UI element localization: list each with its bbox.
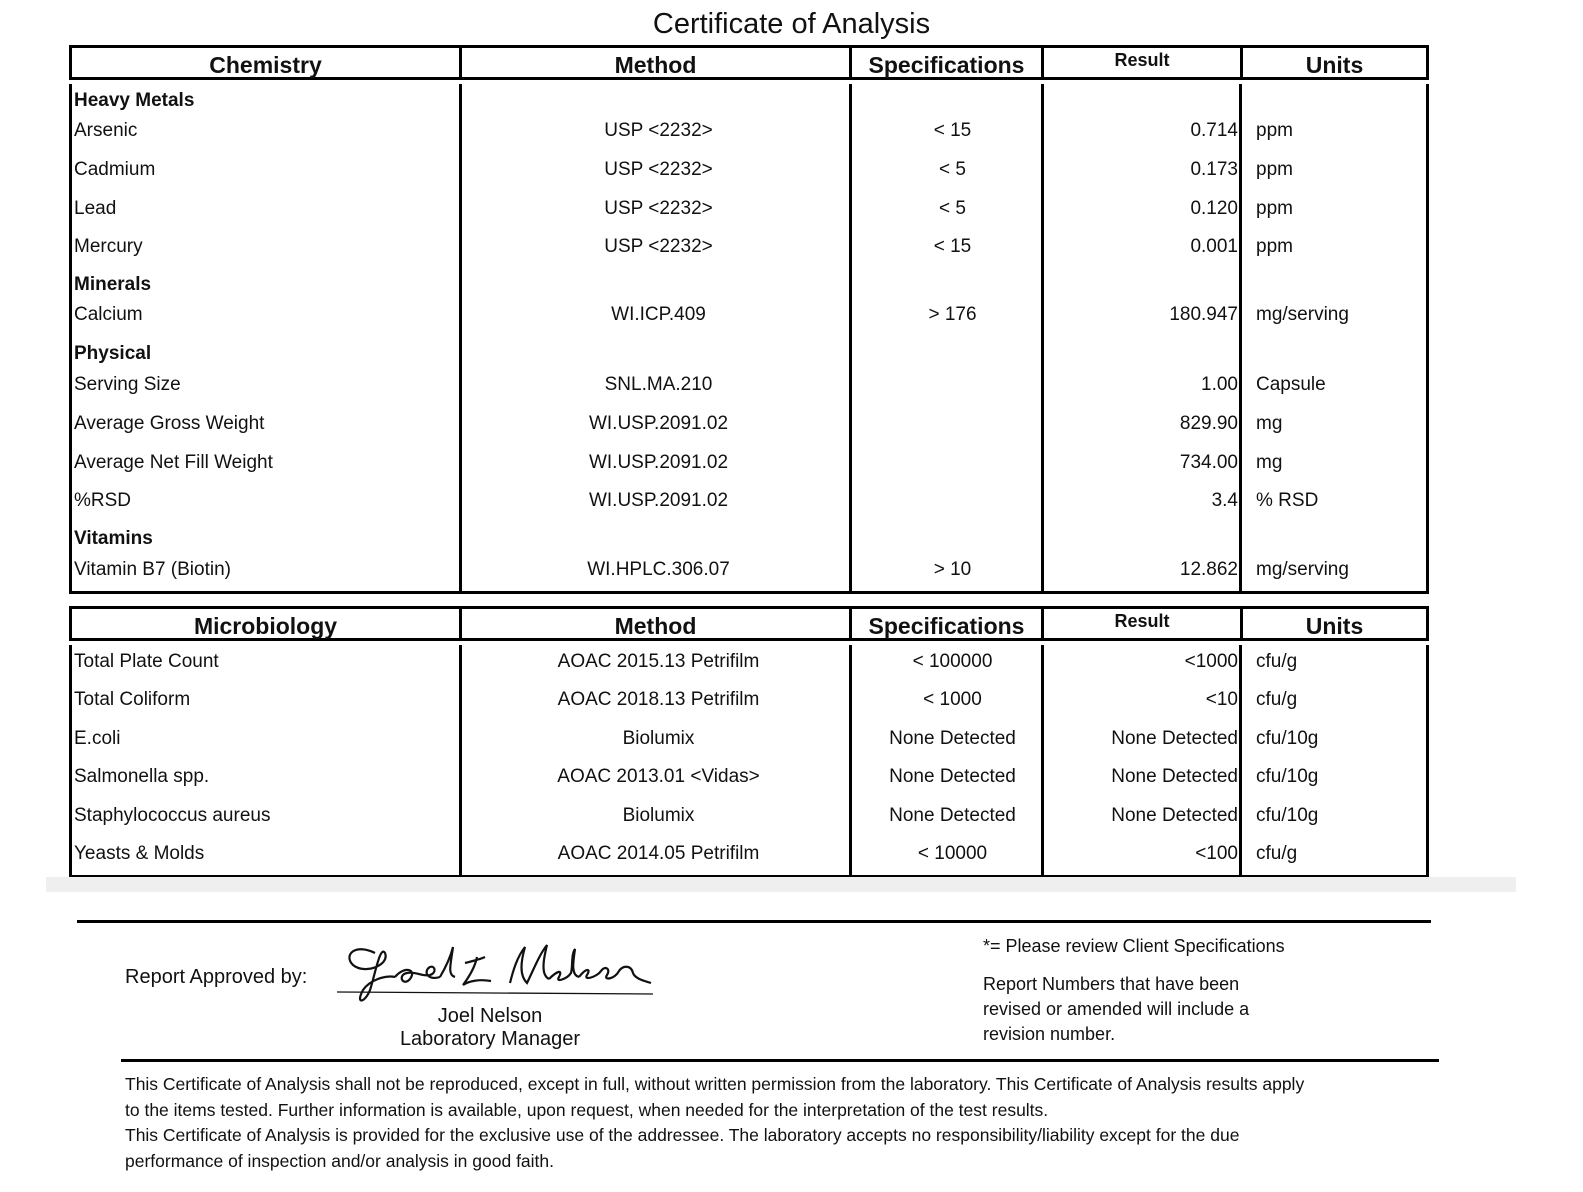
- units-cell: % RSD: [1256, 490, 1319, 511]
- revision-note-line: revised or amended will include a: [983, 999, 1250, 1019]
- result-cell: 0.001: [1190, 236, 1238, 257]
- units-header: Units: [1305, 52, 1364, 78]
- table-row: [72, 194, 1426, 224]
- method-header: Method: [462, 609, 852, 638]
- method-cell: USP <2232>: [604, 159, 713, 180]
- group-label: Physical: [74, 343, 152, 364]
- result-cell: 1.00: [1201, 374, 1238, 395]
- group-label: Vitamins: [74, 528, 153, 549]
- table-row: [72, 232, 1426, 262]
- table-row: [72, 724, 1426, 754]
- table-row: [72, 116, 1426, 146]
- result-cell: <1000: [1184, 651, 1238, 672]
- specification-cell: < 100000: [912, 651, 993, 672]
- analyte-cell: Total Coliform: [74, 689, 191, 710]
- specification-cell: None Detected: [889, 728, 1016, 749]
- specification-cell: < 5: [939, 198, 966, 219]
- table-group-row: [72, 270, 1426, 300]
- units-cell: mg: [1256, 452, 1283, 473]
- method-cell: USP <2232>: [604, 198, 713, 219]
- table-group-row: [72, 524, 1426, 554]
- revision-note-line: revision number.: [983, 1024, 1116, 1044]
- revision-note-line: Report Numbers that have been: [983, 974, 1240, 994]
- specification-cell: > 10: [933, 559, 972, 580]
- table-row: [72, 685, 1426, 715]
- result-cell: <10: [1205, 689, 1238, 710]
- method-cell: WI.USP.2091.02: [588, 413, 729, 434]
- disclaimer-line: This Certificate of Analysis is provided for the exclusive use of the addressee. The laboratory accepts no responsibility/liability except for the due: [125, 1125, 1240, 1145]
- units-cell: ppm: [1256, 120, 1293, 141]
- analyte-cell: Mercury: [74, 236, 143, 257]
- method-cell: WI.USP.2091.02: [588, 452, 729, 473]
- method-cell: Biolumix: [622, 728, 695, 749]
- result-cell: None Detected: [1111, 805, 1238, 826]
- analyte-cell: Yeasts & Molds: [74, 843, 205, 864]
- table-row: [72, 300, 1426, 330]
- analyte-cell: Calcium: [74, 304, 143, 325]
- specification-cell: > 176: [928, 304, 977, 325]
- analyte-cell: Salmonella spp.: [74, 766, 210, 787]
- method-cell: AOAC 2015.13 Petrifilm: [557, 651, 760, 672]
- disclaimer-line: to the items tested. Further information is available, upon request, when needed for the interpretation of the test results.: [125, 1099, 1049, 1120]
- chemistry-table-body: [69, 84, 1429, 594]
- specification-cell: None Detected: [889, 766, 1016, 787]
- units-cell: cfu/g: [1256, 651, 1298, 672]
- units-cell: cfu/g: [1256, 689, 1298, 710]
- page-title: Certificate of Analysis: [652, 8, 931, 40]
- specification-cell: < 10000: [917, 843, 988, 864]
- table-row: [72, 448, 1426, 478]
- table-row: [72, 370, 1426, 400]
- revision-note: [983, 972, 1249, 1047]
- table-row: [72, 839, 1426, 869]
- disclaimer: [125, 1072, 1425, 1174]
- chemistry-header-row: [69, 45, 1429, 80]
- analyte-cell: Serving Size: [74, 374, 181, 395]
- analyte-cell: Vitamin B7 (Biotin): [74, 559, 231, 580]
- analyte-cell: Average Gross Weight: [74, 413, 265, 434]
- table-row: [72, 155, 1426, 185]
- analyte-cell: Average Net Fill Weight: [74, 452, 273, 473]
- result-header: Result: [1044, 609, 1243, 638]
- units-cell: cfu/10g: [1256, 766, 1319, 787]
- analyte-cell: Lead: [74, 198, 117, 219]
- table-row: [72, 486, 1426, 516]
- method-header: Method: [462, 48, 852, 77]
- units-cell: Capsule: [1256, 374, 1326, 395]
- units-cell: mg/serving: [1256, 559, 1349, 580]
- units-cell: ppm: [1256, 236, 1293, 257]
- approver-name: Joel Nelson: [437, 1005, 543, 1027]
- approved-by-label: Report Approved by:: [125, 966, 308, 988]
- specification-cell: < 5: [939, 159, 966, 180]
- units-header: Units: [1305, 613, 1364, 639]
- result-cell: None Detected: [1111, 766, 1238, 787]
- units-cell: cfu/10g: [1256, 728, 1319, 749]
- disclaimer-line: performance of inspection and/or analysis in good faith.: [125, 1150, 555, 1171]
- specifications-header: Specifications: [852, 609, 1044, 638]
- units-cell: ppm: [1256, 198, 1293, 219]
- microbiology-header: Microbiology: [72, 609, 462, 638]
- table-row: [72, 762, 1426, 792]
- method-cell: WI.HPLC.306.07: [587, 559, 730, 580]
- divider-line: [121, 1059, 1439, 1062]
- analyte-cell: Cadmium: [74, 159, 156, 180]
- method-cell: AOAC 2018.13 Petrifilm: [557, 689, 760, 710]
- result-cell: <100: [1195, 843, 1238, 864]
- specification-cell: < 15: [933, 236, 972, 257]
- units-cell: cfu/10g: [1256, 805, 1319, 826]
- result-cell: 12.862: [1179, 559, 1238, 580]
- disclaimer-line: This Certificate of Analysis shall not be reproduced, except in full, without written permission from the laboratory. This Certificate of Analysis results apply: [125, 1074, 1305, 1094]
- result-header: Result: [1044, 48, 1243, 77]
- method-cell: USP <2232>: [604, 120, 713, 141]
- analyte-cell: Total Plate Count: [74, 651, 219, 672]
- method-cell: SNL.MA.210: [604, 374, 713, 395]
- specification-cell: < 1000: [923, 689, 982, 710]
- result-cell: 3.4: [1211, 490, 1238, 511]
- specification-cell: None Detected: [889, 805, 1016, 826]
- units-cell: mg/serving: [1256, 304, 1349, 325]
- divider-line: [77, 920, 1431, 923]
- table-row: [72, 555, 1426, 585]
- result-cell: 180.947: [1169, 304, 1238, 325]
- result-cell: 0.120: [1190, 198, 1238, 219]
- client-spec-note: *= Please review Client Specifications: [983, 936, 1285, 956]
- group-label: Minerals: [74, 274, 152, 295]
- method-cell: AOAC 2013.01 <Vidas>: [557, 766, 760, 787]
- result-cell: None Detected: [1111, 728, 1238, 749]
- separator-band: [46, 877, 1516, 892]
- method-cell: Biolumix: [622, 805, 695, 826]
- units-cell: ppm: [1256, 159, 1293, 180]
- result-cell: 829.90: [1179, 413, 1238, 434]
- chemistry-header: Chemistry: [72, 48, 462, 77]
- method-cell: WI.USP.2091.02: [588, 490, 729, 511]
- table-row: [72, 409, 1426, 439]
- units-cell: mg: [1256, 413, 1283, 434]
- table-row: [72, 801, 1426, 831]
- result-cell: 0.714: [1190, 120, 1238, 141]
- method-cell: WI.ICP.409: [611, 304, 706, 325]
- group-label: Heavy Metals: [74, 90, 195, 111]
- microbiology-header-row: [69, 606, 1429, 641]
- analyte-cell: Arsenic: [74, 120, 138, 141]
- units-cell: cfu/g: [1256, 843, 1298, 864]
- specification-cell: < 15: [933, 120, 972, 141]
- specifications-header: Specifications: [852, 48, 1044, 77]
- approver-role: Laboratory Manager: [399, 1028, 581, 1050]
- result-cell: 734.00: [1179, 452, 1238, 473]
- table-group-row: [72, 86, 1426, 116]
- method-cell: USP <2232>: [604, 236, 713, 257]
- analyte-cell: %RSD: [74, 490, 132, 511]
- table-group-row: [72, 339, 1426, 369]
- method-cell: AOAC 2014.05 Petrifilm: [557, 843, 760, 864]
- result-cell: 0.173: [1190, 159, 1238, 180]
- analyte-cell: E.coli: [74, 728, 121, 749]
- table-row: [72, 647, 1426, 677]
- analyte-cell: Staphylococcus aureus: [74, 805, 271, 826]
- microbiology-table-body: [69, 645, 1429, 878]
- signature: [335, 935, 655, 1010]
